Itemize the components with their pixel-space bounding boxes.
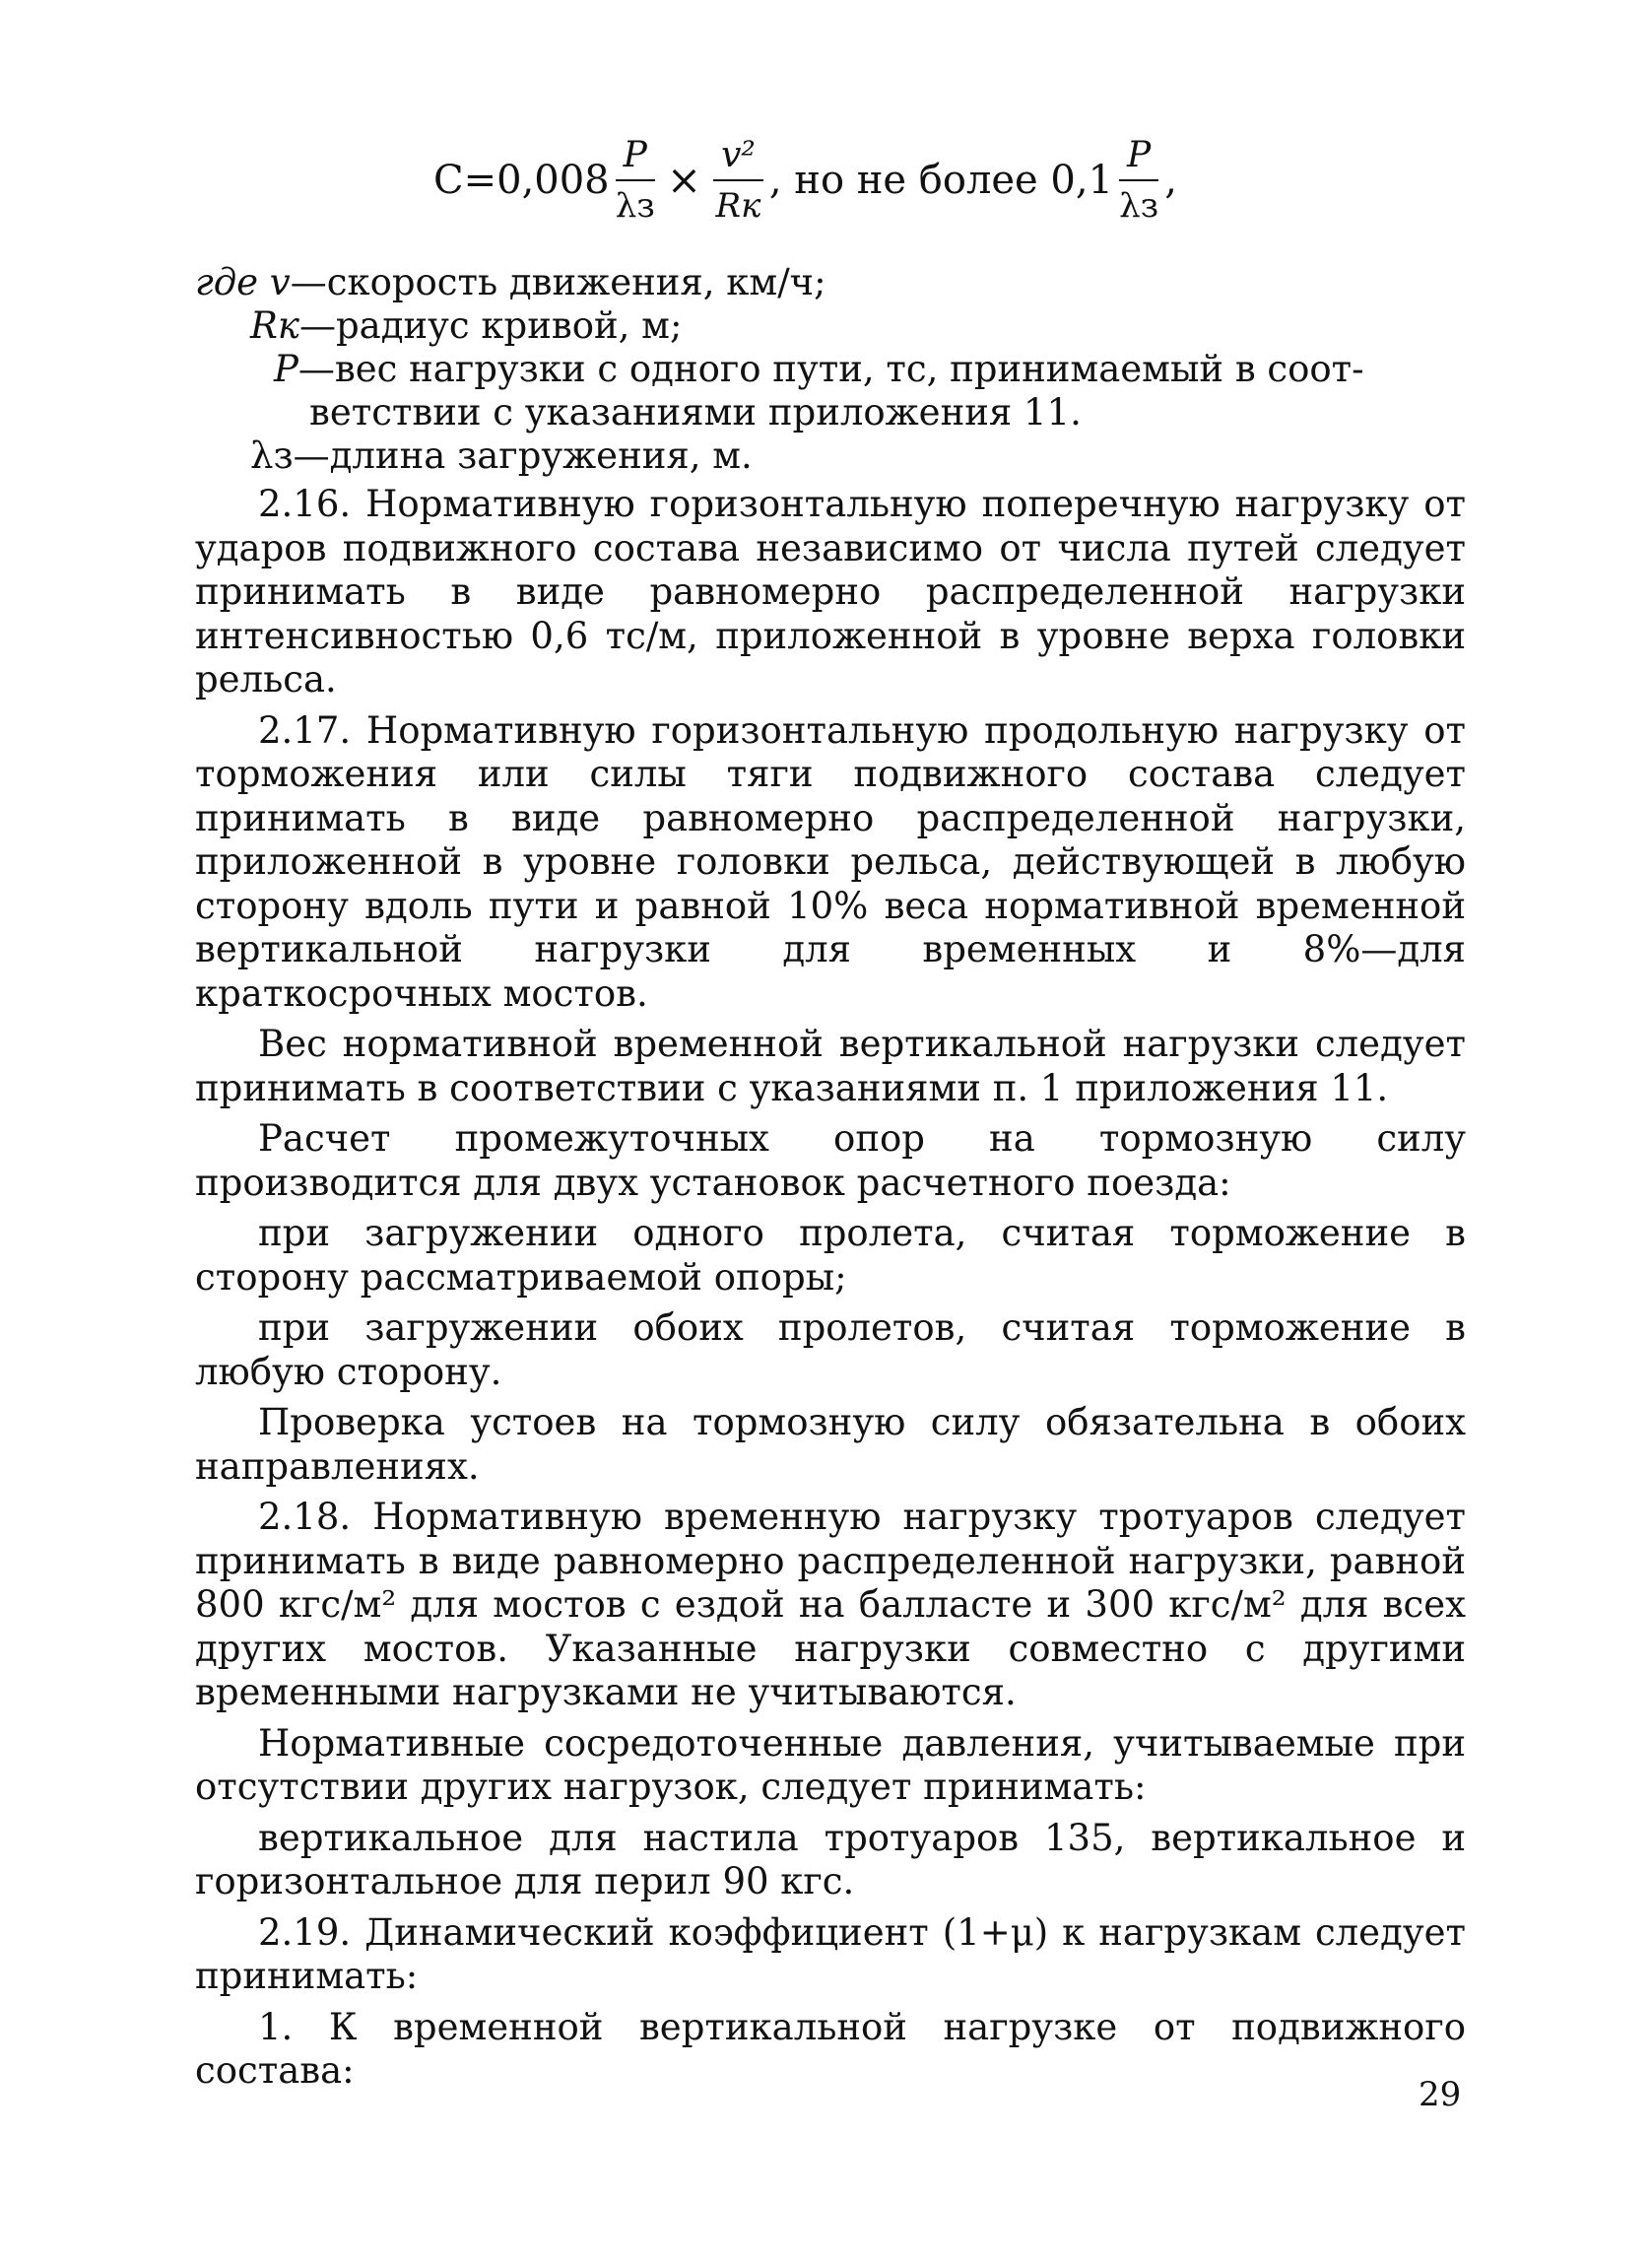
formula-f3-num: P — [1119, 138, 1158, 181]
definition-row — [195, 304, 1466, 348]
definition-text: —длина загружения, м. — [293, 434, 753, 477]
paragraph: Расчет промежуточных опор на тормозную силу производится для двух установок расчетного поезда: — [195, 1117, 1466, 1204]
paragraph-2-18: 2.18. Нормативную временную нагрузку тротуаров следует принимать в виде равномерно распределенной нагрузки, равной 800 кгс/м² для мостов с ездой на балласте и 300 кгс/м² для всех других мостов. Указанные нагрузки совместно с другими временными нагрузками не учитываются. — [195, 1496, 1466, 1713]
paragraph: вертикальное для настила тротуаров 135, вертикальное и горизонтальное для перил 90 кгс. — [195, 1816, 1466, 1902]
formula-f2-den: Rк — [715, 186, 761, 226]
paragraph-2-19: 2.19. Динамический коэффициент (1+μ) к нагрузкам следует принимать: — [195, 1910, 1466, 1997]
definition-row — [195, 391, 1466, 434]
formula-fraction-3 — [1119, 135, 1159, 226]
formula-tail: , — [1164, 158, 1177, 203]
paragraph: 1. К временной вертикальной нагрузке от подвижного состава: — [195, 2005, 1466, 2092]
page-number: 29 — [1419, 2075, 1462, 2114]
formula-fraction-2 — [713, 135, 763, 226]
formula — [433, 135, 1177, 226]
formula-fraction-1 — [615, 135, 655, 226]
formula-times: × — [666, 156, 702, 204]
formula-mid: , но не более 0,1 — [768, 158, 1114, 203]
definition-text: —скорость движения, км/ч; — [290, 261, 826, 303]
paragraph-2-16: 2.16. Нормативную горизонтальную поперечную нагрузку от ударов подвижного состава независимо от числа путей следует принимать в виде равномерно распределенной нагрузки интенсивностью 0,6 тс/м, приложенной в уровне верха головки рельса. — [195, 483, 1466, 700]
body-text — [195, 483, 1466, 2094]
definition-text: ветствии с указаниями приложения 11. — [309, 391, 1082, 434]
definition-symbol: Rк — [250, 304, 299, 347]
definition-symbol: P — [274, 348, 298, 390]
definition-row — [195, 261, 1466, 304]
definition-row — [195, 348, 1466, 391]
definition-row — [195, 434, 1466, 478]
formula-f1-den: λз — [615, 186, 655, 226]
formula-lhs: C=0,008 — [433, 158, 610, 203]
paragraph: при загружении одного пролета, считая торможение в сторону рассматриваемой опоры; — [195, 1212, 1466, 1299]
definition-text: —радиус кривой, м; — [298, 304, 683, 347]
formula-f2-num: v² — [713, 138, 763, 181]
paragraph-2-17: 2.17. Нормативную горизонтальную продольную нагрузку от торможения или силы тяги подвижного состава следует принимать в виде равномерно распределенной нагрузки, приложенной в уровне головки рельса, действующей в любую сторону вдоль пути и равной 10% веса нормативной временной вертикальной нагрузки для временных и 8%—для краткосрочных мостов. — [195, 708, 1466, 1015]
variable-definitions — [195, 261, 1466, 478]
definition-text: —вес нагрузки с одного пути, тс, принимаемый в соот- — [297, 348, 1364, 390]
paragraph: Проверка устоев на тормозную силу обязательна в обоих направлениях. — [195, 1401, 1466, 1488]
paragraph: при загружении обоих пролетов, считая торможение в любую сторону. — [195, 1306, 1466, 1393]
definition-symbol: где v — [195, 261, 291, 303]
formula-f3-den: λз — [1119, 186, 1159, 226]
definition-symbol: λз — [250, 434, 294, 477]
paragraph: Вес нормативной временной вертикальной нагрузки следует принимать в соответствии с указаниями п. 1 приложения 11. — [195, 1023, 1466, 1109]
paragraph: Нормативные сосредоточенные давления, учитываемые при отсутствии других нагрузок, следует принимать: — [195, 1721, 1466, 1808]
formula-f1-num: P — [616, 138, 655, 181]
